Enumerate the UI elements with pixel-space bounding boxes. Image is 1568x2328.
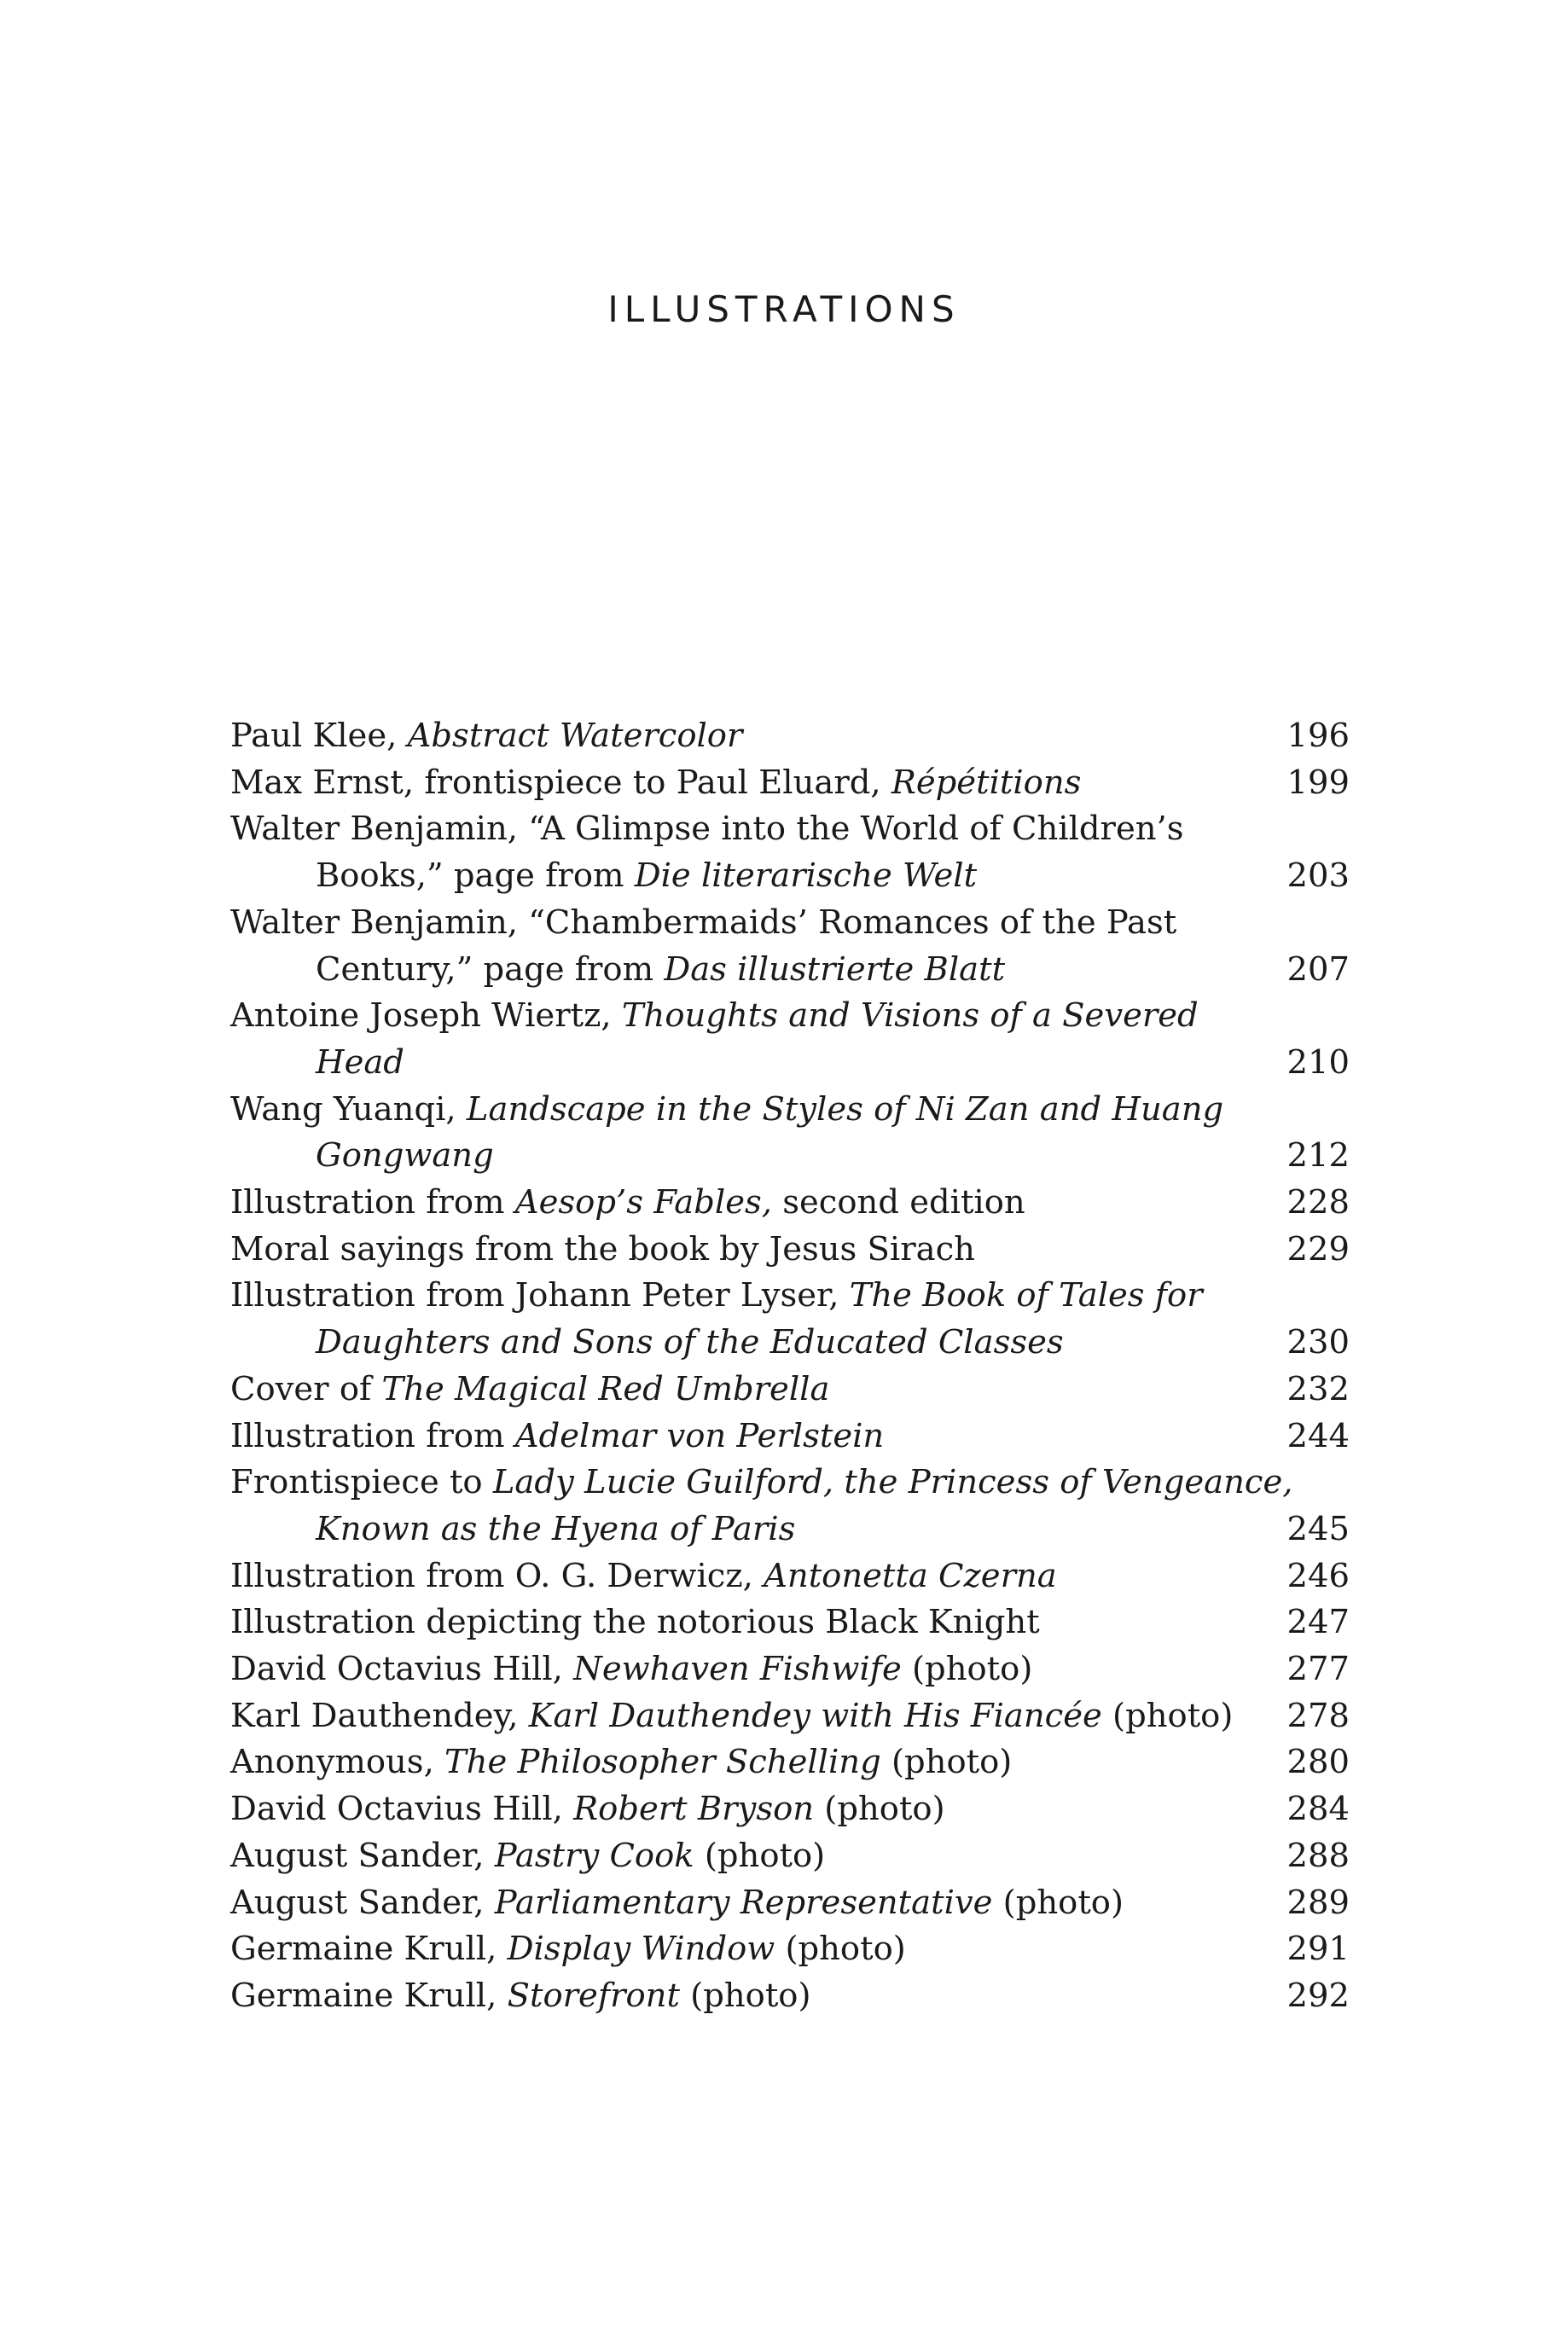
work-title-text: Karl Dauthendey with His Fiancée <box>528 1696 1102 1735</box>
caption-text: (photo) <box>814 1790 945 1829</box>
entry-continuation-line <box>230 1507 1222 1553</box>
work-title-text: Parliamentary Representative <box>494 1883 993 1922</box>
page-number: 196 <box>1286 717 1350 755</box>
list-item <box>230 1553 1350 1600</box>
caption-text: David Octavius Hill, <box>230 1790 574 1829</box>
work-title-text: Display Window <box>507 1930 775 1969</box>
entry-title-line <box>230 1460 1293 1507</box>
page-number: 247 <box>1286 1603 1350 1642</box>
list-item <box>230 760 1350 807</box>
caption-text: Illustration from <box>230 1416 515 1455</box>
list-item <box>230 1693 1350 1740</box>
page-number: 245 <box>1286 1509 1350 1548</box>
caption-text: Century,” page from <box>316 949 665 989</box>
entry-title-line <box>230 1646 1222 1693</box>
caption-text: Paul Klee, <box>230 717 408 755</box>
entry-title-line <box>230 1414 1222 1460</box>
work-title-text: Newhaven Fishwife <box>573 1650 902 1689</box>
caption-text: Antoine Joseph Wiertz, <box>230 996 622 1036</box>
work-title-text: The Magical Red Umbrella <box>381 1369 830 1408</box>
caption-text: (photo) <box>679 1976 811 2015</box>
entry-title-line <box>230 806 1222 853</box>
list-item <box>230 1227 1350 1274</box>
caption-text: August Sander, <box>230 1836 495 1875</box>
page-number: 228 <box>1286 1183 1350 1222</box>
illustrations-list <box>230 713 1350 2020</box>
page-title: ILLUSTRATIONS <box>607 288 961 330</box>
work-title-text: The Book of Tales for <box>849 1276 1203 1315</box>
caption-text: August Sander, <box>230 1883 495 1922</box>
caption-text: Wang Yuanqi, <box>230 1089 467 1129</box>
entry-continuation-line <box>230 947 1222 994</box>
caption-text: (photo) <box>901 1650 1033 1689</box>
caption-text: (photo) <box>775 1930 906 1969</box>
caption-text: Cover of <box>230 1369 382 1408</box>
work-title-text: Daughters and Sons of the Educated Classes <box>316 1323 1064 1362</box>
caption-text: (photo) <box>992 1883 1124 1922</box>
entry-title-line <box>230 1786 1222 1833</box>
caption-text: Illustration from <box>230 1183 515 1222</box>
page-number: 230 <box>1286 1323 1350 1362</box>
entry-title-line <box>230 1693 1234 1740</box>
work-title-text: Known as the Hyena of Paris <box>316 1509 796 1548</box>
entry-title-line <box>230 1973 1222 2020</box>
caption-text: David Octavius Hill, <box>230 1650 574 1689</box>
caption-text: second edition <box>772 1183 1025 1222</box>
caption-text: Walter Benjamin, “A Glimpse into the World of Children’s <box>230 810 1184 849</box>
page-number: 203 <box>1286 856 1350 896</box>
page-number: 277 <box>1286 1650 1350 1689</box>
list-item <box>230 1273 1350 1366</box>
page-number: 291 <box>1286 1930 1350 1969</box>
list-item <box>230 1180 1350 1227</box>
caption-text: (photo) <box>1101 1696 1234 1735</box>
work-title-text: Pastry Cook <box>494 1836 694 1875</box>
work-title-text: Robert Bryson <box>573 1790 815 1829</box>
work-title-text: Das illustrierte Blatt <box>664 949 1006 989</box>
entry-title-line <box>230 1833 1222 1880</box>
list-item <box>230 1646 1350 1693</box>
page-number: 280 <box>1286 1743 1350 1782</box>
list-item <box>230 806 1350 899</box>
caption-text: Books,” page from <box>316 856 635 896</box>
list-item <box>230 1973 1350 2020</box>
entry-title-line <box>230 1180 1222 1227</box>
entry-title-line <box>230 993 1222 1040</box>
entry-title-line <box>230 1087 1222 1134</box>
work-title-text: Die literarische Welt <box>634 856 978 896</box>
list-item <box>230 900 1350 993</box>
work-title-text: Head <box>316 1042 404 1082</box>
page-number: 199 <box>1286 763 1350 802</box>
page-number: 292 <box>1286 1976 1350 2015</box>
page-number: 278 <box>1286 1696 1350 1735</box>
caption-text: Karl Dauthendey, <box>230 1696 529 1735</box>
caption-text: Illustration from Johann Peter Lyser, <box>230 1276 850 1315</box>
list-item <box>230 1880 1350 1927</box>
work-title-text: The Philosopher Schelling <box>444 1743 881 1782</box>
list-item <box>230 1460 1350 1553</box>
list-item <box>230 1599 1350 1646</box>
entry-title-line <box>230 1599 1222 1646</box>
work-title-text: Antonetta Czerna <box>764 1556 1057 1595</box>
caption-text: Anonymous, <box>230 1743 445 1782</box>
caption-text: Germaine Krull, <box>230 1976 508 2015</box>
list-item <box>230 1833 1350 1880</box>
page-number: 232 <box>1286 1369 1350 1408</box>
entry-continuation-line <box>230 853 1222 900</box>
entry-continuation-line <box>230 1320 1222 1367</box>
entry-continuation-line <box>230 1133 1222 1180</box>
work-title-text: Adelmar von Perlstein <box>514 1416 885 1455</box>
list-item <box>230 1739 1350 1786</box>
page-number: 284 <box>1286 1790 1350 1829</box>
caption-text: (photo) <box>694 1836 826 1875</box>
list-item <box>230 1786 1350 1833</box>
work-title-text: Abstract Watercolor <box>407 717 743 755</box>
entry-title-line <box>230 760 1222 807</box>
work-title-text: Lady Lucie Guilford, the Princess of Vengeance, <box>492 1463 1293 1502</box>
page-number: 289 <box>1286 1883 1350 1922</box>
page-number: 288 <box>1286 1836 1350 1875</box>
list-item <box>230 993 1350 1086</box>
page-number: 210 <box>1286 1042 1350 1082</box>
page-number: 246 <box>1286 1556 1350 1595</box>
entry-title-line <box>230 1273 1222 1320</box>
caption-text: Moral sayings from the book by Jesus Sirach <box>230 1229 975 1268</box>
work-title-text: Storefront <box>507 1976 680 2015</box>
entry-title-line <box>230 713 1222 760</box>
caption-text: Max Ernst, frontispiece to Paul Eluard, <box>230 763 891 802</box>
work-title-text: Thoughts and Visions of a Severed <box>621 996 1199 1036</box>
entry-title-line <box>230 1926 1222 1973</box>
page-number: 229 <box>1286 1229 1350 1268</box>
entry-title-line <box>230 1553 1222 1600</box>
caption-text: Illustration from O. G. Derwicz, <box>230 1556 764 1595</box>
caption-text: Germaine Krull, <box>230 1930 508 1969</box>
entry-title-line <box>230 1227 1222 1274</box>
page-number: 212 <box>1286 1136 1350 1176</box>
list-item <box>230 1087 1350 1180</box>
entry-title-line <box>230 1739 1222 1786</box>
list-item <box>230 1926 1350 1973</box>
list-item <box>230 713 1350 760</box>
work-title-text: Aesop’s Fables, <box>514 1183 772 1222</box>
caption-text: Walter Benjamin, “Chambermaids’ Romances of the Past <box>230 903 1177 942</box>
work-title-text: Gongwang <box>316 1136 494 1176</box>
entry-title-line <box>230 1880 1222 1927</box>
caption-text: Frontispiece to <box>230 1463 493 1502</box>
caption-text: (photo) <box>880 1743 1013 1782</box>
caption-text: Illustration depicting the notorious Black Knight <box>230 1603 1040 1642</box>
entry-title-line <box>230 1367 1222 1414</box>
page-number: 207 <box>1286 949 1350 989</box>
work-title-text: Landscape in the Styles of Ni Zan and Huang <box>466 1089 1224 1129</box>
page-number: 244 <box>1286 1416 1350 1455</box>
list-item <box>230 1367 1350 1414</box>
work-title-text: Répétitions <box>891 763 1082 802</box>
entry-title-line <box>230 900 1222 947</box>
list-item <box>230 1414 1350 1460</box>
entry-continuation-line <box>230 1040 1222 1087</box>
